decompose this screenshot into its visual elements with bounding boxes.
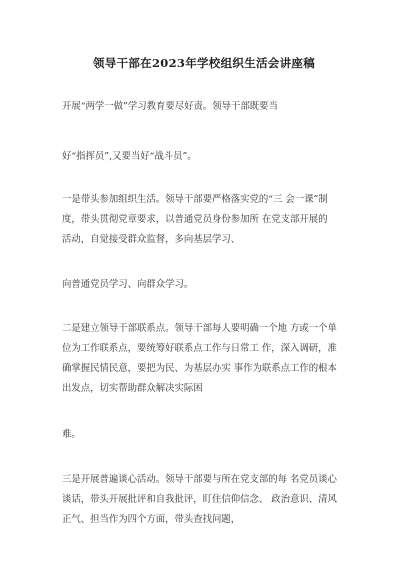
paragraph-2-line-2: 度，带头贯彻党章要求，以普通党员身份参加所 在党支部开展的 [62,214,328,225]
paragraph-4-line-1: 三是开展普遍谈心活动。领导干部要与所在党支部的每 名党员谈心 [62,474,337,485]
paragraph-1-line-1: 开展“两学一做”学习教育要尽好责。领导干部既要当 [62,101,278,112]
paragraph-1-line-2: 好“指挥员”,又要当好“战斗员”。 [62,151,197,162]
document-title: 领导干部在2023年学校组织生活会讲座稿 [92,56,315,70]
paragraph-3-line-5: 难。 [62,429,81,440]
paragraph-2-line-4: 向普通党员学习、向群众学习。 [62,279,194,290]
paragraph-2-line-3: 活动，自觉接受群众监督，多向基层学习、 [62,234,241,245]
paragraph-3-line-1: 二是建立领导干部联系点。领导干部每人要明确一个地 方或一个单 [62,323,337,334]
paragraph-3-line-4: 出发点，切实帮助群众解决实际困 [62,383,203,394]
paragraph-4-line-3: 正气、担当作为四个方面，带头查找问题， [62,514,241,525]
paragraph-4-line-2: 谈话，带头开展批评和自我批评，盯住信仰信念、 政治意识、清风 [62,494,337,505]
paragraph-3-line-3: 确掌握民情民意，要把为民、为基层办实 事作为联系点工作的根本 [62,363,337,374]
paragraph-3-line-2: 位为工作联系点，要统筹好联系点工作与日常工 作，深入调研，准 [62,343,337,354]
paragraph-2-line-1: 一是带头参加组织生活。领导干部要严格落实党的“三 会一课”制 [62,194,328,205]
